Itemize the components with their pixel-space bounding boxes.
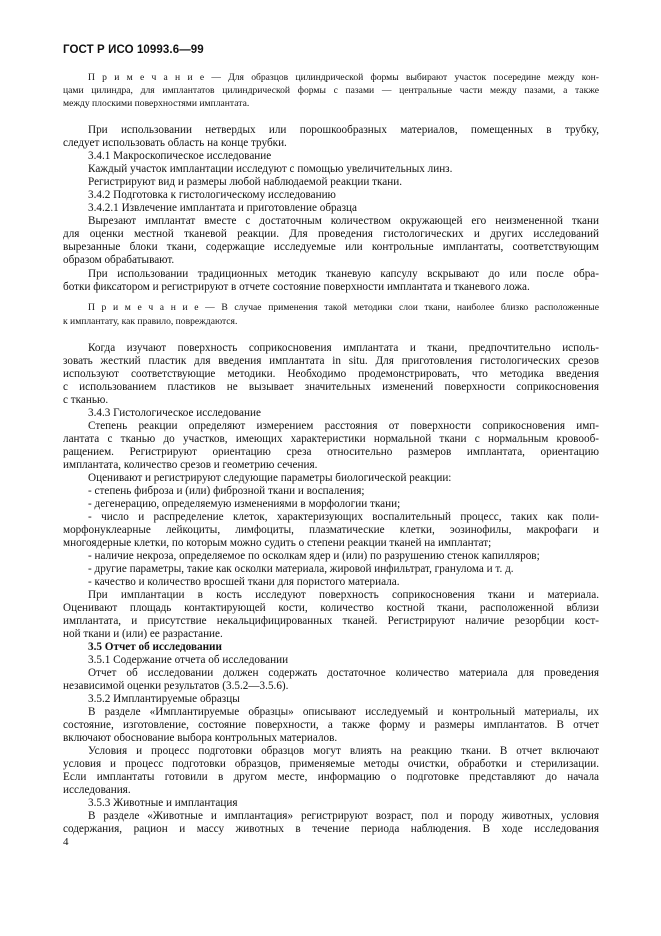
text-line: вырезанные блоки ткани, содержащие исследуемые или контрольные имплантаты, соответствующим	[63, 241, 599, 253]
text-line: Оценивают площадь контактирующей кости, количество костной ткани, расположенной вблизи	[63, 602, 599, 614]
text-line: Степень реакции определяют измерением расстояния от поверхности соприкосновения имп-	[88, 420, 599, 432]
text-line: - дегенерацию, определяемую изменениями в морфологии ткани;	[88, 498, 401, 510]
text-line: Оценивают и регистрируют следующие параметры биологической реакции:	[88, 472, 452, 484]
text-line: 3.4.1 Макроскопическое исследование	[88, 150, 272, 162]
text-line: морфонуклеарные лейкоциты, лимфоциты, плазматические клетки, эозинофилы, макрофаги и	[63, 524, 599, 536]
text-line: 3.5.1 Содержание отчета об исследовании	[88, 654, 289, 666]
text-line: ращением. Регистрируют ориентацию среза относительно размеров имплантата, ориентацию	[63, 446, 599, 458]
text-line: с использованием пластиков не вызывает значительных изменений поверхности соприкосновения	[63, 381, 599, 393]
text-line: состояние, изготовление, состояние поверхности, а также форму и размеры имплантатов. В отчет	[63, 719, 599, 731]
text-line: При имплантации в кость исследуют поверхность соприкосновения ткани и материала.	[88, 589, 599, 601]
text-line: П р и м е ч а н и е — Для образцов цилиндрической формы выбирают участок посередине между кон-	[88, 72, 599, 83]
text-line: 3.5.2 Имплантируемые образцы	[88, 693, 240, 705]
text-line: - качество и количество вросшей ткани для пористого материала.	[88, 576, 400, 588]
text-line: для оценки местной тканевой реакции. Для проведения гистологических и других исследований	[63, 228, 599, 240]
text-line: зовать жесткий пластик для введения имплантата in situ. Для приготовления гистологических срезов	[63, 355, 599, 367]
text-line: - другие параметры, такие как осколки материала, жировой инфильтрат, гранулома и т. д.	[88, 563, 514, 575]
text-line: Вырезают имплантат вместе с достаточным количеством окружающей его неизмененной ткани	[88, 215, 599, 227]
standard-header: ГОСТ Р ИСО 10993.6—99	[63, 44, 204, 56]
text-line: исследования.	[63, 784, 131, 796]
text-line: имплантата, и присутствие некальцифицированных тканей. Регистрируют наличие резорбции кост-	[63, 615, 599, 627]
text-line: 3.5 Отчет об исследовании	[88, 641, 222, 653]
page-number: 4	[63, 836, 69, 848]
text-line: ботки фиксатором и регистрируют в отчете состояние поверхности имплантата и тканевого ложа.	[63, 281, 530, 293]
text-line: 3.5.3 Животные и имплантация	[88, 797, 238, 809]
text-line: При использовании нетвердых или порошкообразных материалов, помещенных в трубку,	[88, 124, 599, 136]
text-line: 3.4.2.1 Извлечение имплантата и приготовление образца	[88, 202, 357, 214]
text-line: имплантата, количество срезов и геометрию сечения.	[63, 459, 318, 471]
text-line: Каждый участок имплантации исследуют с помощью увеличительных линз.	[88, 163, 453, 175]
text-line: образом обрабатывают.	[63, 254, 175, 266]
text-line: - число и распределение клеток, характеризующих воспалительный процесс, таких как поли-	[88, 511, 599, 523]
text-line: следует использовать область на конце трубки.	[63, 137, 287, 149]
text-line: Отчет об исследовании должен содержать достаточное количество материала для проведения	[88, 667, 599, 679]
text-line: В разделе «Имплантируемые образцы» описывают исследуемый и контрольный материалы, их	[88, 706, 599, 718]
text-line: ной ткани и (или) ее разрастание.	[63, 628, 223, 640]
text-line: 3.4.2 Подготовка к гистологическому исследованию	[88, 189, 336, 201]
text-line: многоядерные клетки, по которым можно судить о степени реакции тканей на имплантат;	[63, 537, 492, 549]
text-line: независимой оценки результатов (3.5.2—3.5.6).	[63, 680, 289, 692]
text-line: используют соответствующие методики. Необходимо продемонстрировать, что методика введения	[63, 368, 599, 380]
text-line: Регистрируют вид и размеры любой наблюдаемой реакции ткани.	[88, 176, 403, 188]
text-line: Когда изучают поверхность соприкосновения имплантата и ткани, предпочтительно исполь-	[88, 342, 599, 354]
text-line: к имплантату, как правило, повреждаются.	[63, 316, 238, 327]
text-line: 3.4.3 Гистологическое исследование	[88, 407, 261, 419]
text-line: Если имплантаты готовили в другом месте, информацию о подготовке представляют до начала	[63, 771, 599, 783]
text-line: - степень фиброза и (или) фиброзной ткани и воспаления;	[88, 485, 365, 497]
text-line: - наличие некроза, определяемое по осколкам ядер и (или) по разрушению стенок капилляров;	[88, 550, 540, 562]
text-line: цами цилиндра, для имплантатов цилиндрической формы с пазами — центральные части между пазами, а также	[63, 85, 599, 96]
text-line: При использовании традиционных методик тканевую капсулу вскрывают до или после обра-	[88, 268, 599, 280]
text-line: условия и процесс подготовки образцов, применяемые методы очистки, обработки и стерилизации.	[63, 758, 599, 770]
text-line: Условия и процесс подготовки образцов могут влиять на реакцию ткани. В отчет включают	[88, 745, 599, 757]
text-line: лантата с тканью до участков, имеющих характеристики нормальной ткани с нормальным кровооб-	[63, 433, 599, 445]
text-line: содержания, рацион и массу животных в течение периода наблюдения. В ходе исследования	[63, 823, 599, 835]
text-line: включают обоснование выбора контрольных материалов.	[63, 732, 338, 744]
text-line: В разделе «Животные и имплантация» регистрируют возраст, пол и породу животных, условия	[88, 810, 599, 822]
text-line: П р и м е ч а н и е — В случае применения такой методики слои ткани, наиболее близко расположенные	[88, 302, 599, 313]
text-line: с тканью.	[63, 394, 109, 406]
text-line: между плоскими поверхностями имплантата.	[63, 98, 250, 109]
